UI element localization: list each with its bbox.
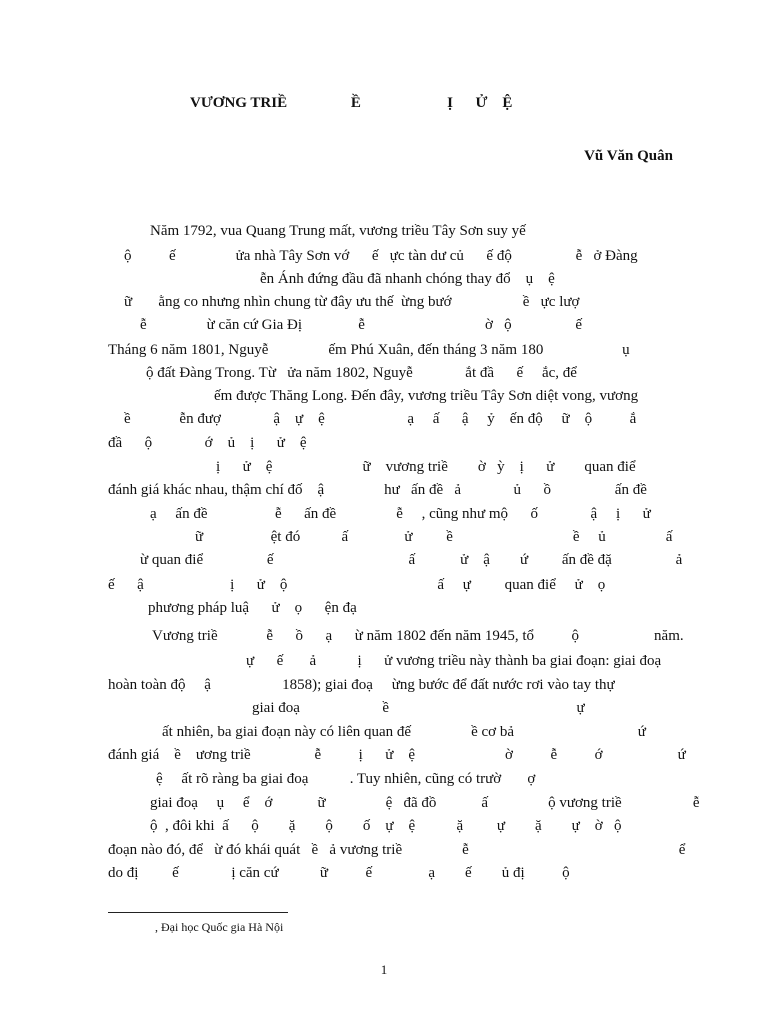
body-line: Năm 1792, vua Quang Trung mất, vương triều Tây Sơn suy yế [150, 223, 526, 239]
body-line: hoàn toàn độ ậ 1858); giai đoạ ừng bước để đất nước rơi vào tay thự [108, 677, 615, 693]
page-number: 1 [380, 962, 388, 977]
body-line: phương pháp luậ ử ọ ện đạ [148, 600, 357, 616]
body-line: ộ ế ửa nhà Tây Sơn vớ ế ực tàn dư củ ế độ ễ ở Đàng [124, 248, 638, 264]
footnote-divider [108, 912, 288, 913]
body-line: ộ , đôi khi ấ ộ ặ ộ ố ự ệ ặ ự ặ ự ờ ộ [150, 818, 622, 834]
body-line: ễ ừ căn cứ Gia Đị ễ ờ ộ ế [140, 317, 583, 333]
body-line: đánh giá khác nhau, thậm chí đố ậ hư ấn đề ả ủ ồ ấn đề [108, 482, 647, 498]
body-line: do đị ế ị căn cứ ữ ế ạ ế ủ đị ộ [108, 865, 570, 881]
body-line: Vương triề ễ ồ ạ ừ năm 1802 đến năm 1945, tổ ộ năm. [152, 628, 684, 644]
body-line: ừ quan điể ế ấ ử ậ ứ ấn đề đặ ả [140, 552, 683, 568]
body-line: đánh giá ề ương triề ễ ị ử ệ ờ ễ ớ ứ [108, 747, 686, 763]
footnote: , Đại học Quốc gia Hà Nội [155, 920, 284, 934]
author-name: Vũ Văn Quân [584, 148, 673, 164]
body-line: giai đoạ ụ ể ớ ữ ệ đã đồ ấ ộ vương triề ễ [150, 795, 700, 811]
body-line: giai đoạ ề ự [252, 700, 585, 716]
document-title: VƯƠNG TRIỀ Ề Ị Ử Ệ [190, 95, 513, 111]
body-line: ị ử ệ ữ vương triề ờ ỳ ị ử quan điể [216, 459, 636, 475]
body-line: ộ đất Đàng Trong. Từ ửa năm 1802, Nguyễ ắt đầ ế ắc, để [146, 365, 577, 381]
body-line: ạ ấn đề ễ ấn đề ễ , cũng như mộ ố ậ ị ử [150, 506, 651, 522]
body-line: đoạn nào đó, để ừ đó khái quát ề ả vương triề ễ ể [108, 842, 686, 858]
body-line: ề ễn đượ ậ ự ệ ạ ấ ậ ỷ ến độ ữ ộ ắ [124, 411, 637, 427]
body-line: ữ ệt đó ấ ử ề ề ủ ấ [195, 529, 673, 545]
body-line: Tháng 6 năm 1801, Nguyễ ếm Phú Xuân, đến tháng 3 năm 180 ụ [108, 342, 630, 358]
body-line: ế ậ ị ử ộ ấ ự quan điể ử ọ [108, 577, 606, 593]
body-line: ếm được Thăng Long. Đến đây, vương triều Tây Sơn diệt vong, vương [214, 388, 639, 404]
body-line: ất nhiên, ba giai đoạn này có liên quan đế ề cơ bả ứ [162, 724, 646, 740]
body-line: đầ ộ ớ ủ ị ử ệ [108, 435, 307, 451]
body-line: ự ế ả ị ử vương triều này thành ba giai đoạn: giai đoạ [246, 653, 662, 669]
body-line: ễn Ánh đứng đầu đã nhanh chóng thay đổ ụ ệ [260, 271, 555, 287]
body-line: ệ ất rõ ràng ba giai đoạ . Tuy nhiên, cũng có trườ ợ [156, 771, 536, 787]
body-line: ữ ằng co nhưng nhìn chung từ đây ưu thế ừng bướ ề ực lượ [124, 294, 580, 310]
